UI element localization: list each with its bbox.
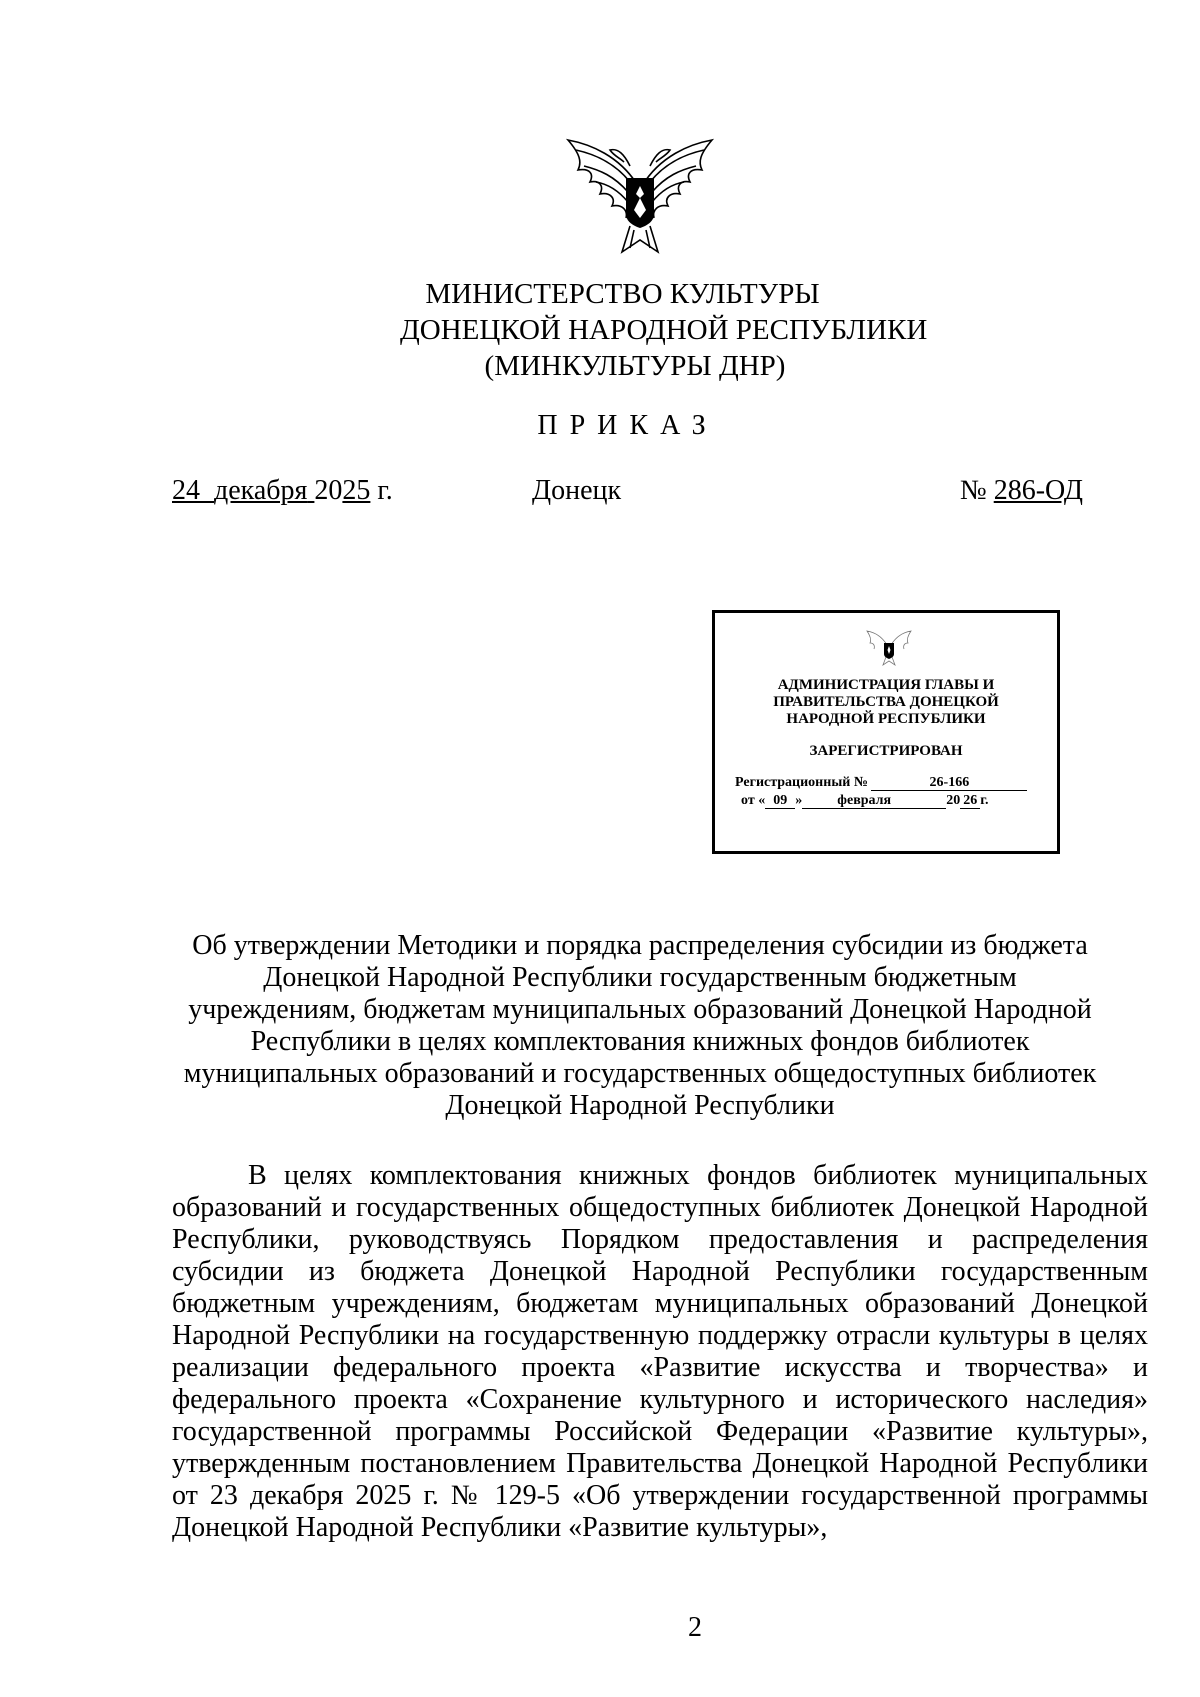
- stamp-organization: [715, 677, 1057, 728]
- stamp-year-prefix: 20: [946, 793, 961, 808]
- stamp-org-line: АДМИНИСТРАЦИЯ ГЛАВЫ И: [777, 677, 995, 693]
- subject-line: Донецкой Народной Республики: [445, 1090, 835, 1121]
- subject-line: Донецкой Народной Республики государственным бюджетным: [263, 962, 1017, 993]
- order-date-year-suffix: 25: [342, 475, 371, 506]
- stamp-reg-number: 26-166: [871, 775, 1027, 791]
- order-number-value: 286-ОД: [993, 475, 1083, 506]
- stamp-month: февраля: [802, 793, 926, 809]
- stamp-org-line: ПРАВИТЕЛЬСТВА ДОНЕЦКОЙ: [773, 694, 999, 710]
- stamp-org-line: НАРОДНОЙ РЕСПУБЛИКИ: [786, 711, 986, 727]
- order-date-tail: г.: [377, 475, 393, 506]
- subject-line: муниципальных образований и государственных общедоступных библиотек: [183, 1058, 1097, 1089]
- stamp-day: 09: [765, 793, 795, 809]
- stamp-from-label: от «: [741, 793, 766, 808]
- stamp-year-tail: г.: [980, 793, 989, 808]
- order-number: [960, 475, 1083, 507]
- stamp-registration-number-row: [735, 775, 1027, 791]
- body-paragraph: В целях комплектования книжных фондов библиотек муниципальных образований и государственных общедоступных библиотек Донецкой Народной Республики, руководствуясь Порядком предоставления и распределения субсидии из бюджета Донецкой Народной Республики государственным бюджетным учреждениям, бюджетам муниципальных образований Донецкой Народной Республики на государственную поддержку отрасли культуры в целях реализации федерального проекта «Развитие искусства и творчества» и федерального проекта «Сохранение культурного и исторического наследия» государственной программы Российской Федерации «Развитие культуры», утвержденным постановлением Правительства Донецкой Народной Республики от 23 декабря 2025 г. № 129-5 «Об утверждении государственной программы Донецкой Народной Республики «Развитие культуры»,: [172, 1160, 1148, 1543]
- stamp-year-suffix: 26: [960, 793, 980, 809]
- stamp-reg-label: Регистрационный №: [735, 775, 868, 790]
- ministry-name: [400, 276, 928, 384]
- order-date-month: декабря: [214, 475, 308, 506]
- stamp-registration-date-row: [741, 793, 988, 809]
- order-date: [172, 475, 393, 507]
- order-date-year-prefix: 20: [314, 475, 343, 506]
- page-number: 2: [688, 1612, 702, 1643]
- order-number-sign: №: [960, 475, 987, 506]
- ministry-line: (МИНКУЛЬТУРЫ ДНР): [484, 350, 786, 382]
- order-subject: [160, 930, 1120, 1122]
- stamp-day-close: »: [795, 793, 803, 808]
- order-city: Донецк: [532, 475, 622, 506]
- order-date-day: 24: [172, 475, 200, 506]
- ministry-line: МИНИСТЕРСТВО КУЛЬТУРЫ: [425, 278, 820, 310]
- coat-of-arms-emblem: [560, 126, 720, 258]
- ministry-line: ДОНЕЦКОЙ НАРОДНОЙ РЕСПУБЛИКИ: [400, 314, 928, 346]
- subject-line: Республики в целях комплектования книжных фондов библиотек: [250, 1026, 1030, 1057]
- stamp-status: ЗАРЕГИСТРИРОВАН: [809, 743, 963, 759]
- subject-line: учреждениям, бюджетам муниципальных образований Донецкой Народной: [188, 994, 1092, 1025]
- subject-line: Об утверждении Методики и порядка распределения субсидии из бюджета: [192, 930, 1088, 961]
- document-type-title: ПРИКАЗ: [537, 410, 718, 441]
- stamp-emblem-icon: [865, 627, 913, 667]
- registration-stamp: [712, 610, 1060, 854]
